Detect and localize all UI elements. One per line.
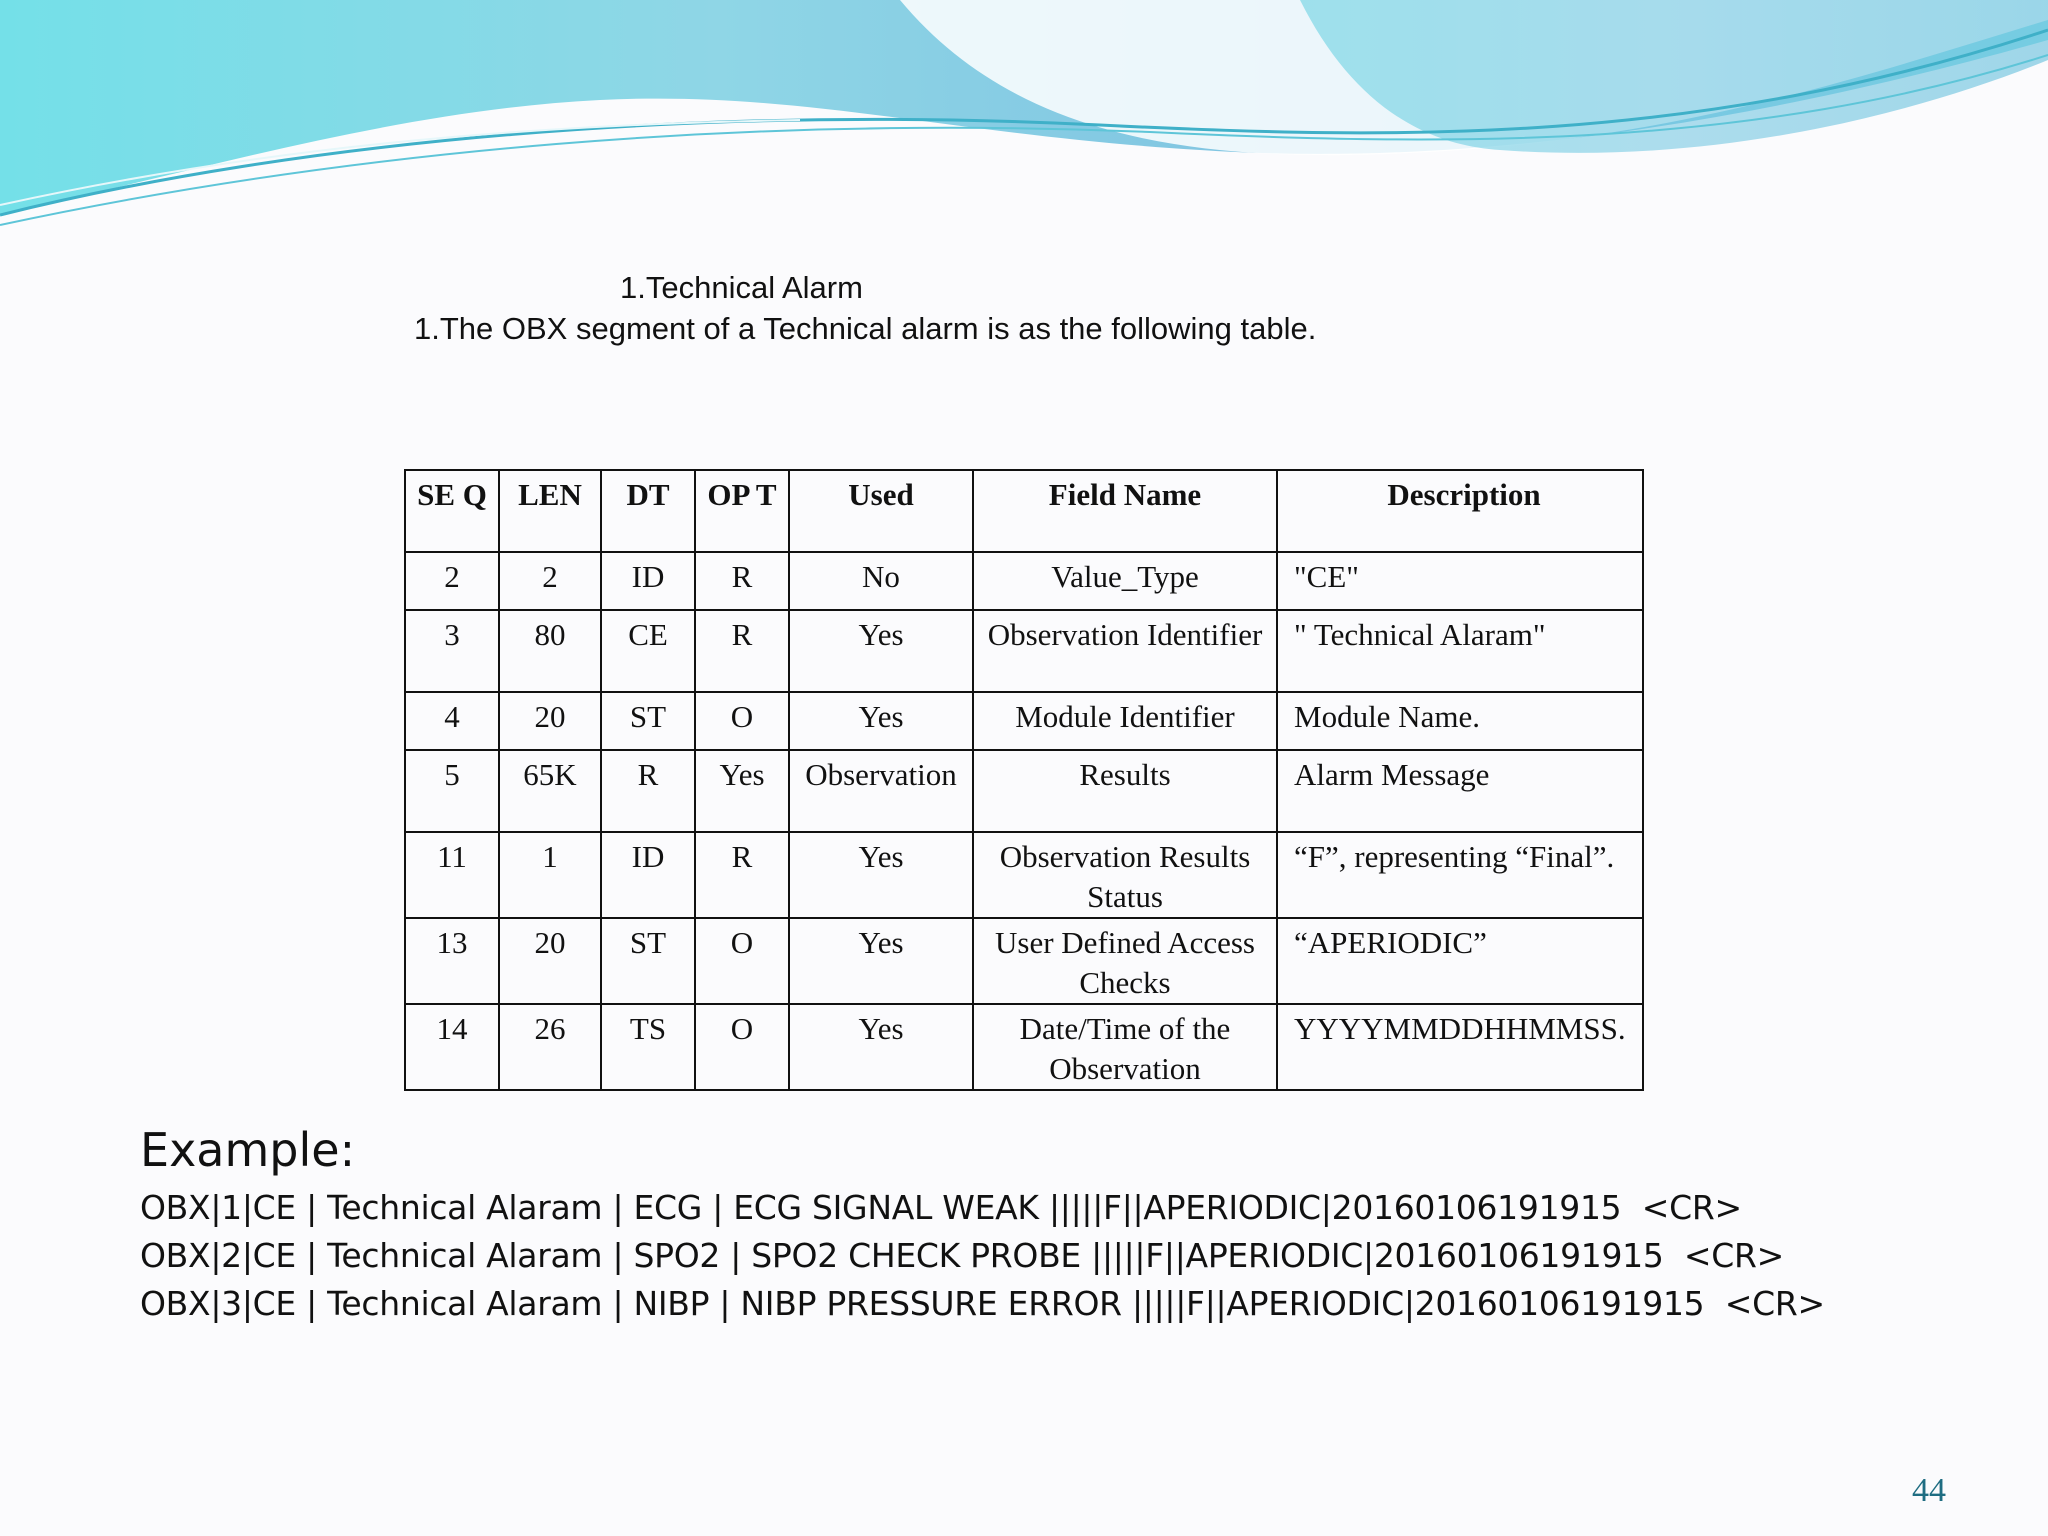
cell-opt: O <box>695 692 789 750</box>
cell-dt: CE <box>601 610 695 692</box>
cell-dt: ST <box>601 918 695 1004</box>
page-number: 44 <box>1912 1472 1946 1509</box>
cell-opt: Yes <box>695 750 789 832</box>
cell-field-name: Date/Time of the Observation <box>973 1004 1277 1090</box>
cell-opt: R <box>695 552 789 610</box>
column-header-seq: SE Q <box>405 470 499 552</box>
cell-used: Yes <box>789 918 973 1004</box>
section-heading: 1.Technical Alarm <box>620 270 863 305</box>
column-header-used: Used <box>789 470 973 552</box>
table-row <box>405 918 1643 1004</box>
cell-len: 1 <box>499 832 601 918</box>
example-line: OBX|1|CE | Technical Alaram | ECG | ECG SIGNAL WEAK |||||F||APERIODIC|20160106191915 <CR> <box>140 1188 1742 1227</box>
obx-segment-table <box>404 469 1644 1091</box>
cell-dt: TS <box>601 1004 695 1090</box>
cell-len: 65K <box>499 750 601 832</box>
cell-used: No <box>789 552 973 610</box>
column-header-dt: DT <box>601 470 695 552</box>
cell-seq: 3 <box>405 610 499 692</box>
cell-description: “F”, representing “Final”. <box>1277 832 1643 918</box>
example-title: Example: <box>140 1123 356 1177</box>
cell-field-name: Results <box>973 750 1277 832</box>
cell-field-name: User Defined Access Checks <box>973 918 1277 1004</box>
cell-dt: ID <box>601 552 695 610</box>
cell-field-name: Value_Type <box>973 552 1277 610</box>
table-row <box>405 610 1643 692</box>
cell-opt: O <box>695 918 789 1004</box>
column-header-opt: OP T <box>695 470 789 552</box>
cell-description: Alarm Message <box>1277 750 1643 832</box>
table-row <box>405 832 1643 918</box>
cell-description: "CE" <box>1277 552 1643 610</box>
cell-len: 20 <box>499 918 601 1004</box>
intro-text: 1.The OBX segment of a Technical alarm is as the following table. <box>414 311 1317 346</box>
cell-opt: R <box>695 610 789 692</box>
cell-field-name: Observation Identifier <box>973 610 1277 692</box>
table-row <box>405 750 1643 832</box>
cell-opt: O <box>695 1004 789 1090</box>
cell-description: Module Name. <box>1277 692 1643 750</box>
table-header-row <box>405 470 1643 552</box>
cell-dt: ST <box>601 692 695 750</box>
column-header-len: LEN <box>499 470 601 552</box>
cell-seq: 14 <box>405 1004 499 1090</box>
table-row <box>405 1004 1643 1090</box>
cell-len: 26 <box>499 1004 601 1090</box>
cell-used: Yes <box>789 1004 973 1090</box>
cell-description: YYYYMMDDHHMMSS. <box>1277 1004 1643 1090</box>
example-line: OBX|2|CE | Technical Alaram | SPO2 | SPO2 CHECK PROBE |||||F||APERIODIC|20160106191915 <CR> <box>140 1236 1785 1275</box>
cell-len: 2 <box>499 552 601 610</box>
column-header-field-name: Field Name <box>973 470 1277 552</box>
cell-seq: 4 <box>405 692 499 750</box>
table-row <box>405 552 1643 610</box>
example-line: OBX|3|CE | Technical Alaram | NIBP | NIBP PRESSURE ERROR |||||F||APERIODIC|20160106191915 <CR> <box>140 1284 1825 1323</box>
cell-seq: 13 <box>405 918 499 1004</box>
cell-seq: 2 <box>405 552 499 610</box>
cell-description: " Technical Alaram" <box>1277 610 1643 692</box>
header-wave-decoration <box>0 0 2048 240</box>
cell-opt: R <box>695 832 789 918</box>
cell-dt: R <box>601 750 695 832</box>
cell-seq: 11 <box>405 832 499 918</box>
cell-len: 20 <box>499 692 601 750</box>
cell-used: Yes <box>789 832 973 918</box>
table-row <box>405 692 1643 750</box>
cell-dt: ID <box>601 832 695 918</box>
cell-len: 80 <box>499 610 601 692</box>
cell-field-name: Observation Results Status <box>973 832 1277 918</box>
column-header-description: Description <box>1277 470 1643 552</box>
cell-description: “APERIODIC” <box>1277 918 1643 1004</box>
cell-field-name: Module Identifier <box>973 692 1277 750</box>
cell-used: Yes <box>789 692 973 750</box>
cell-used: Yes <box>789 610 973 692</box>
cell-seq: 5 <box>405 750 499 832</box>
cell-used: Observation <box>789 750 973 832</box>
